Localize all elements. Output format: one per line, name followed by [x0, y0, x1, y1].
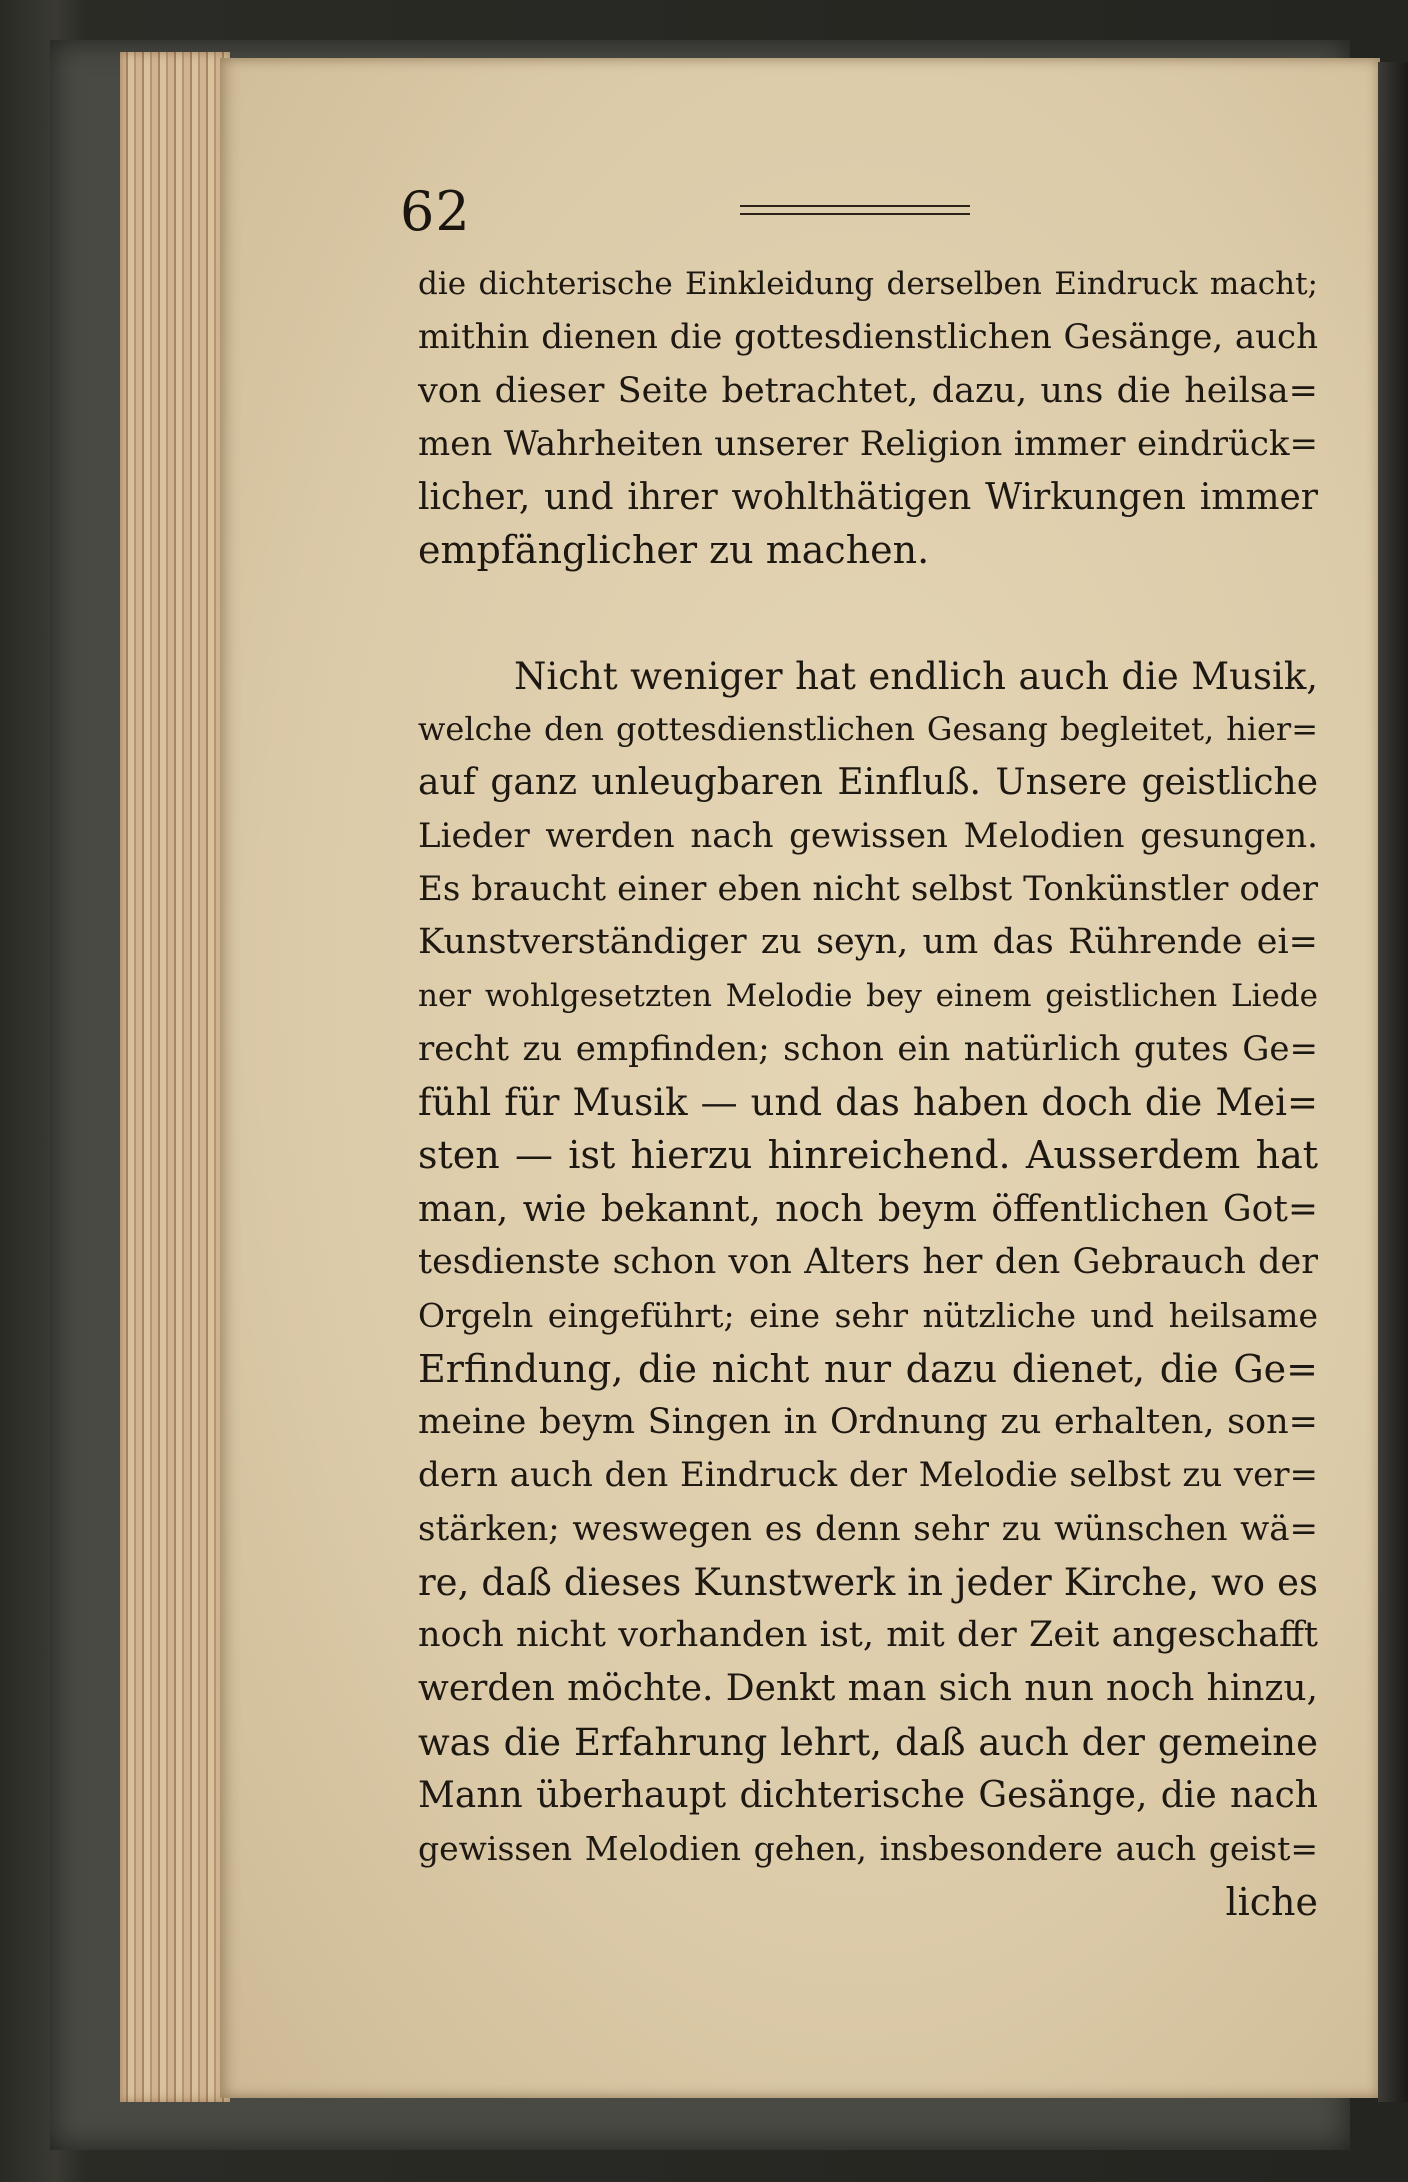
text-line: Mann überhaupt dichterische Gesänge, die nach — [418, 1775, 1318, 1817]
text-line: mithin dienen die gottesdienstlichen Gesänge, auch — [418, 317, 1318, 358]
catchword: liche — [1225, 1879, 1318, 1924]
text-line: ner wohlgesetzten Melodie bey einem geistlichen Liede — [418, 977, 1318, 1014]
text-line: man, wie bekannt, noch beym öffentlichen Got= — [418, 1188, 1318, 1230]
page-number: 62 — [400, 180, 471, 243]
text-line: fühl für Musik — und das haben doch die Mei= — [418, 1081, 1318, 1125]
text-line: empfänglicher zu machen. — [418, 528, 930, 573]
text-line: Orgeln eingeführt; eine sehr nützliche und heilsame — [418, 1296, 1318, 1336]
text-line: werden möchte. Denkt man sich nun noch hinzu, — [418, 1668, 1318, 1710]
paragraph — [418, 258, 1318, 578]
text-line: von dieser Seite betrachtet, dazu, uns die heilsa= — [418, 370, 1318, 411]
text-line: was die Erfahrung lehrt, daß auch der gemeine — [418, 1720, 1318, 1764]
text-line: dern auch den Eindruck der Melodie selbst zu ver= — [418, 1455, 1318, 1496]
text-line: Lieder werden nach gewissen Melodien gesungen. — [418, 815, 1318, 856]
page-edges — [120, 52, 230, 2102]
paragraph — [418, 650, 1318, 1876]
header-rule — [740, 205, 970, 215]
facing-page-edge — [1378, 62, 1408, 2102]
text-line: tesdienste schon von Alters her den Gebrauch der — [418, 1242, 1318, 1283]
text-line: welche den gottesdienstlichen Gesang begleitet, hier= — [418, 710, 1318, 749]
paragraph-gap — [418, 578, 1318, 650]
text-line: licher, und ihrer wohlthätigen Wirkungen immer — [418, 477, 1318, 519]
body-text — [418, 258, 1318, 1929]
text-line: noch nicht vorhanden ist, mit der Zeit angeschafft — [418, 1615, 1318, 1656]
text-line: Kunstverständiger zu seyn, um das Rührende ei= — [418, 922, 1318, 963]
text-line: re, daß dieses Kunstwerk in jeder Kirche, wo es — [418, 1560, 1318, 1604]
text-line: men Wahrheiten unserer Religion immer eindrück= — [418, 423, 1318, 464]
text-line: Nicht weniger hat endlich auch die Musik, — [514, 654, 1318, 698]
text-line: sten — ist hierzu hinreichend. Ausserdem hat — [418, 1133, 1318, 1178]
text-line: die dichterische Einkleidung derselben Eindruck macht; — [418, 266, 1318, 302]
text-line: Erfindung, die nicht nur dazu dienet, die Ge= — [418, 1346, 1318, 1391]
text-line: gewissen Melodien gehen, insbesondere auch geist= — [418, 1829, 1318, 1869]
text-line: Es braucht einer eben nicht selbst Tonkünstler oder — [418, 868, 1318, 909]
text-line: recht zu empfinden; schon ein natürlich gutes Ge= — [418, 1028, 1318, 1069]
text-line: stärken; weswegen es denn sehr zu wünschen wä= — [418, 1508, 1318, 1549]
text-line: auf ganz unleugbaren Einfluß. Unsere geistliche — [418, 762, 1318, 804]
text-line: meine beym Singen in Ordnung zu erhalten, son= — [418, 1401, 1318, 1442]
